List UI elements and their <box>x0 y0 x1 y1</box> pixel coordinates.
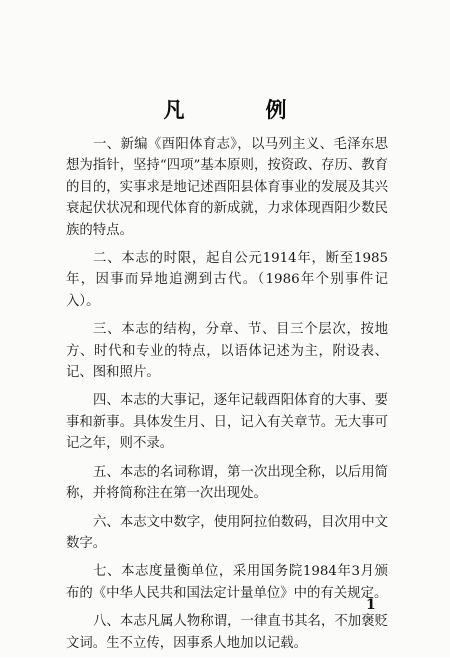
page-number: 1 <box>366 597 376 613</box>
document-body <box>66 134 388 661</box>
paragraph-2: 二、本志的时限，起自公元1914年，断至1985年，因事而异地追溯到古代。（1986年个别事件记入）。 <box>66 251 388 309</box>
paragraph-5: 五、本志的名词称谓，第一次出现全称，以后用简称，并将简称注在第一次出现处。 <box>66 464 388 502</box>
paragraph-6: 六、本志文中数字，使用阿拉伯数码，目次用中文数字。 <box>66 514 388 551</box>
paragraph-4: 四、本志的大事记，逐年记载酉阳体育的大事、要事和新事。具体发生月、日，记入有关章节。无大事可记之年，则不录。 <box>66 393 388 452</box>
paragraph-3: 三、本志的结构，分章、节、目三个层次，按地方、时代和专业的特点，以语体记述为主，附设表、记、图和照片。 <box>66 322 388 381</box>
page-title: 凡 例 <box>163 97 317 122</box>
paragraph-7: 七、本志度量衡单位，采用国务院1984年3月颁布的《中华人民共和国法定计量单位》中的有关规定。 <box>66 564 388 601</box>
paragraph-1: 一、新编《酉阳体育志》，以马列主义、毛泽东思想为指针，坚持“四项”基本原则，按资政、存历、教育的目的，实事求是地记述酉阳县体育事业的发展及其兴衰起伏状况和现代体育的新成就，力求体现酉阳少数民族的特点。 <box>66 137 388 238</box>
paragraph-8: 八、本志凡属人物称谓，一律直书其名，不加褒贬文词。生不立传，因事系人地加以记载。 <box>66 614 388 651</box>
